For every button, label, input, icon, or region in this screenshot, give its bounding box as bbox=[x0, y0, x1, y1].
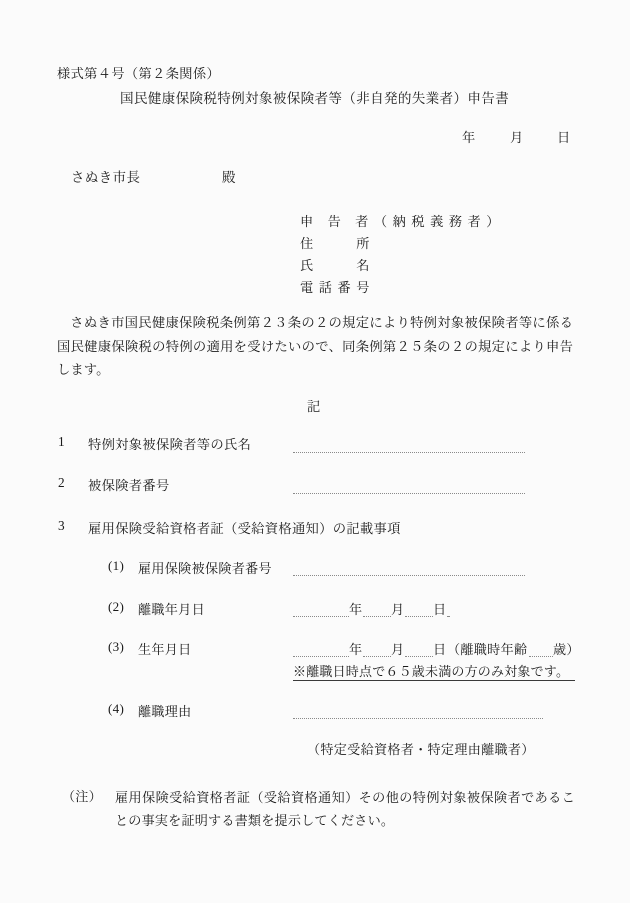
record-marker: 記 bbox=[307, 399, 321, 414]
statement-paragraph bbox=[57, 311, 573, 382]
subitem-3-age-unit: 歳） bbox=[553, 642, 580, 657]
declarant-phone-label: 電話番号 bbox=[300, 280, 375, 295]
item-2-label: 被保険者番号 bbox=[88, 478, 170, 493]
date-month-label: 月 bbox=[510, 130, 524, 145]
subitem-4-qualifier: （特定受給資格者・特定理由離職者） bbox=[307, 742, 535, 757]
subitem-3-number: (3) bbox=[108, 639, 125, 654]
item-1-fill-line[interactable] bbox=[293, 452, 525, 453]
subitem-2-tail-blank bbox=[447, 616, 449, 617]
subitem-3-month-label: 月 bbox=[391, 642, 405, 657]
subitem-3-year-label: 年 bbox=[349, 642, 363, 657]
subitem-4-number: (4) bbox=[108, 701, 125, 716]
subitem-3-day-label: 日 bbox=[433, 642, 447, 657]
subitem-2-year-blank[interactable] bbox=[293, 616, 349, 617]
subitem-3-month-blank[interactable] bbox=[363, 656, 391, 657]
subitem-2-month-blank[interactable] bbox=[363, 616, 391, 617]
subitem-3-age-blank[interactable] bbox=[529, 656, 553, 657]
subitem-2-month-label: 月 bbox=[391, 602, 405, 617]
subitem-4-label: 離職理由 bbox=[138, 704, 192, 719]
document-title: 国民健康保険税特例対象被保険者等（非自発的失業者）申告書 bbox=[120, 91, 510, 106]
item-2-fill-line[interactable] bbox=[293, 493, 525, 494]
subitem-1-number: (1) bbox=[108, 558, 125, 573]
item-1-number: 1 bbox=[58, 434, 65, 449]
subitem-2-label: 離職年月日 bbox=[138, 602, 205, 617]
subitem-3-day-blank[interactable] bbox=[405, 656, 433, 657]
subitem-1-label: 雇用保険被保険者番号 bbox=[138, 561, 272, 576]
declarant-name-label: 氏 名 bbox=[300, 258, 375, 273]
subitem-2-number: (2) bbox=[108, 599, 125, 614]
addressee-honorific: 殿 bbox=[222, 170, 236, 185]
subitem-3-label: 生年月日 bbox=[138, 642, 192, 657]
subitem-4-fill-line[interactable] bbox=[293, 718, 543, 719]
date-year-label: 年 bbox=[462, 130, 476, 145]
subitem-3-age-label: （離職時年齢 bbox=[447, 642, 528, 657]
declarant-address-label: 住 所 bbox=[300, 236, 375, 251]
declarant-heading: 申 告 者（納税義務者） bbox=[300, 214, 505, 229]
age-restriction-note: ※離職日時点で６５歳未満の方のみ対象です。 bbox=[293, 664, 570, 679]
form-number: 様式第４号（第２条関係） bbox=[57, 66, 221, 81]
subitem-1-fill-line[interactable] bbox=[293, 575, 525, 576]
item-3-number: 3 bbox=[58, 518, 65, 533]
addressee-name: さぬき市長 bbox=[71, 170, 141, 185]
item-2-number: 2 bbox=[58, 475, 65, 490]
footnote-marker: （注） bbox=[62, 789, 102, 804]
statement-text: さぬき市国民健康保険税条例第２３条の２の規定により特例対象被保険者等に係る国民健康保険税の特例の適用を受けたいので、同条例第２５条の２の規定により申告します。 bbox=[57, 315, 573, 377]
age-restriction-note-underline bbox=[293, 680, 575, 681]
subitem-2-year-label: 年 bbox=[349, 602, 363, 617]
date-day-label: 日 bbox=[557, 130, 571, 145]
subitem-2-day-blank[interactable] bbox=[405, 616, 433, 617]
subitem-2-day-label: 日 bbox=[433, 602, 447, 617]
item-3-label: 雇用保険受給資格者証（受給資格通知）の記載事項 bbox=[88, 521, 401, 536]
item-1-label: 特例対象被保険者等の氏名 bbox=[88, 437, 252, 452]
footnote-text: 雇用保険受給資格者証（受給資格通知）その他の特例対象被保険者であることの事実を証明する書類を提示してください。 bbox=[115, 790, 575, 828]
subitem-3-year-blank[interactable] bbox=[293, 656, 349, 657]
